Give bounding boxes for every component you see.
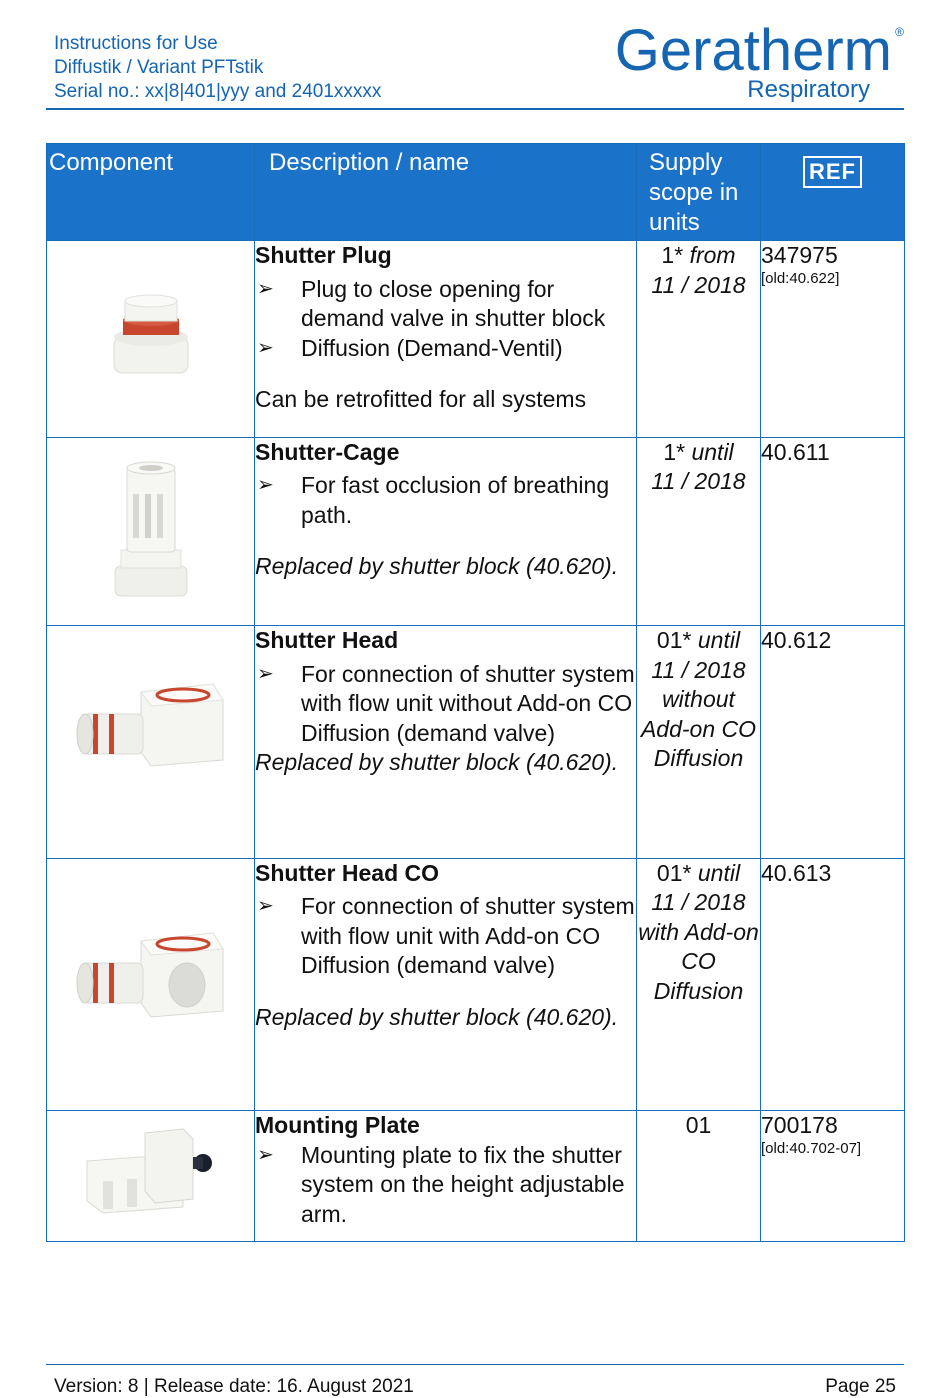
logo-registered-mark: ® — [895, 25, 904, 39]
component-image-cell — [47, 241, 255, 438]
table-header-row — [47, 144, 905, 241]
bullet-text: Mounting plate to fix the shutter system on the height adjustable arm. — [301, 1141, 625, 1227]
doc-type: Instructions for Use — [54, 33, 218, 54]
bullet-list — [255, 275, 636, 364]
col-header-supply: Supply scope in units — [637, 144, 761, 241]
table-row — [47, 1111, 905, 1242]
scope-quantity: 1* — [663, 438, 686, 465]
ref-cell — [761, 858, 905, 1111]
ref-symbol: REF — [803, 156, 862, 188]
ref-number: 40.612 — [761, 627, 832, 653]
serial-number: Serial no.: xx|8|401|yyy and 2401xxxxx — [54, 81, 382, 102]
footer-divider — [46, 1364, 904, 1365]
component-title: Shutter Plug — [255, 242, 392, 268]
shutter-head-co-photo — [47, 859, 253, 1103]
scope-date: 11 / 2018 without Add-on CO Diffusion — [640, 656, 757, 771]
page-number: Page 25 — [825, 1376, 896, 1397]
arrow-bullet-icon: ➢ — [257, 895, 274, 917]
shutter-head-photo — [47, 626, 253, 850]
bullet-item — [255, 660, 636, 749]
ref-cell — [761, 1111, 905, 1242]
description-cell — [255, 241, 637, 438]
arrow-bullet-icon: ➢ — [257, 336, 274, 359]
component-note: Replaced by shutter block (40.620). — [255, 1003, 619, 1030]
bullet-item — [255, 275, 636, 334]
supply-scope-cell — [637, 858, 761, 1111]
description-cell — [255, 858, 637, 1111]
shutter-plug-photo — [47, 241, 253, 429]
scope-date: 11 / 2018 with Add-on CO Diffusion — [638, 889, 759, 1004]
arrow-bullet-icon: ➢ — [257, 662, 274, 685]
bullet-text: Diffusion (Demand-Ventil) — [301, 334, 563, 361]
ref-number: 40.613 — [761, 859, 832, 886]
table-row — [47, 241, 905, 438]
ref-old-number: [old:40.702-07] — [761, 1139, 862, 1157]
supply-scope-cell — [637, 1111, 761, 1242]
component-note: Replaced by shutter block (40.620). — [255, 749, 619, 775]
component-title: Shutter Head — [255, 627, 399, 653]
ref-cell — [761, 241, 905, 438]
bullet-text: For connection of shutter system with flow unit without Add-on CO Diffusion (demand valve) — [301, 660, 635, 746]
bullet-item — [255, 1141, 636, 1230]
scope-quantity: 01* — [656, 627, 692, 653]
company-logo — [614, 18, 904, 103]
bullet-text: Plug to close opening for demand valve in shutter block — [301, 275, 606, 331]
document-header — [54, 32, 381, 104]
scope-quantity: 01* — [656, 859, 692, 886]
ref-number: 700178 — [761, 1112, 838, 1138]
product-name: Diffustik / Variant PFTstik — [54, 57, 264, 78]
col-header-description: Description / name — [255, 144, 637, 241]
version-info: Version: 8 | Release date: 16. August 2021 — [54, 1376, 414, 1397]
scope-quantity: 1* — [661, 242, 684, 268]
component-image-cell — [47, 626, 255, 859]
bullet-text: For fast occlusion of breathing path. — [301, 472, 610, 528]
ref-old-number: [old:40.622] — [761, 269, 840, 287]
col-header-ref — [761, 144, 905, 241]
scope-qualifier: until — [697, 859, 741, 886]
component-title: Shutter-Cage — [255, 438, 400, 465]
component-image-cell — [47, 437, 255, 626]
shutter-cage-photo — [47, 438, 253, 618]
ref-number: 40.611 — [761, 438, 830, 465]
col-header-component: Component — [47, 144, 255, 241]
table-row — [47, 626, 905, 859]
components-table — [46, 143, 905, 1242]
bullet-item — [255, 471, 636, 530]
scope-qualifier: until — [697, 627, 741, 653]
bullet-item — [255, 334, 636, 364]
description-cell — [255, 437, 637, 626]
ref-cell — [761, 437, 905, 626]
scope-qualifier: until — [691, 438, 734, 465]
bullet-list — [255, 892, 636, 981]
component-title: Mounting Plate — [255, 1112, 420, 1138]
bullet-text: For connection of shutter system with flow unit with Add-on CO Diffusion (demand valve) — [301, 893, 635, 978]
table-row — [47, 858, 905, 1111]
scope-date: 11 / 2018 — [651, 271, 746, 298]
supply-scope-cell — [637, 437, 761, 626]
scope-date: 11 / 2018 — [651, 468, 746, 494]
supply-scope-cell — [637, 241, 761, 438]
logo-name: Geratherm — [614, 18, 892, 83]
description-cell — [255, 626, 637, 859]
arrow-bullet-icon: ➢ — [257, 277, 274, 300]
scope-qualifier: from — [689, 242, 736, 268]
component-title: Shutter Head CO — [255, 859, 440, 886]
supply-scope-cell — [637, 626, 761, 859]
component-image-cell — [47, 858, 255, 1111]
arrow-bullet-icon: ➢ — [257, 1143, 274, 1166]
mounting-plate-photo — [47, 1111, 253, 1233]
bullet-list — [255, 471, 636, 530]
scope-quantity: 01 — [685, 1112, 712, 1138]
component-note: Can be retrofitted for all systems — [255, 386, 587, 412]
arrow-bullet-icon: ➢ — [257, 474, 274, 496]
description-cell — [255, 1111, 637, 1242]
table-row — [47, 437, 905, 626]
header-divider — [46, 108, 904, 110]
bullet-list — [255, 1141, 636, 1230]
ref-number: 347975 — [761, 242, 838, 268]
bullet-list — [255, 660, 636, 749]
component-note: Replaced by shutter block (40.620). — [255, 553, 619, 579]
bullet-item — [255, 892, 636, 981]
ref-cell — [761, 626, 905, 859]
component-image-cell — [47, 1111, 255, 1242]
logo-subtitle: Respiratory — [747, 76, 870, 103]
